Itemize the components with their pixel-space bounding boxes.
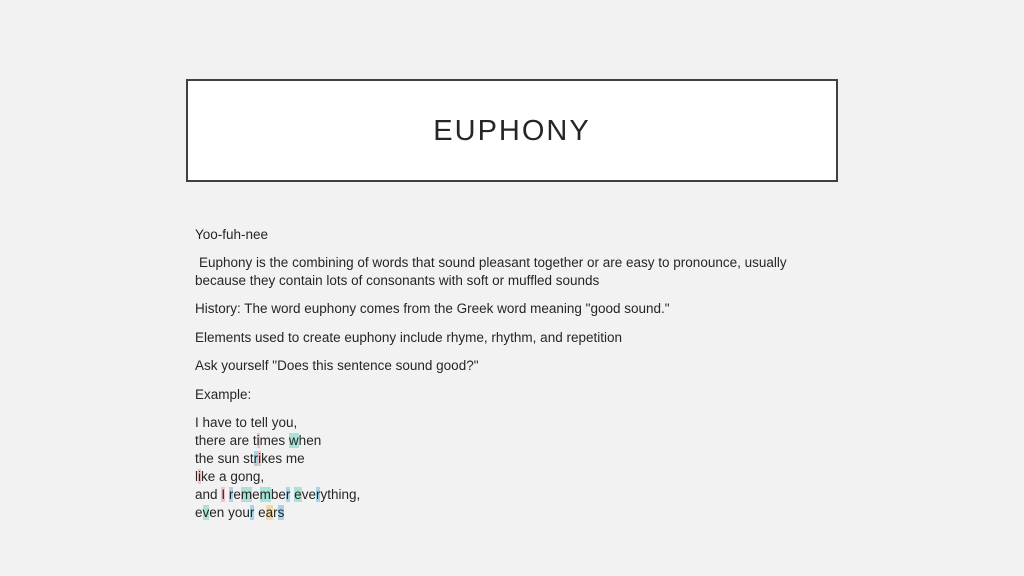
sound-highlight: m <box>259 487 271 502</box>
sound-highlight: e <box>294 487 302 502</box>
poem-line: I have to tell you, <box>195 415 298 430</box>
sound-highlight: r <box>315 487 321 502</box>
slide-title: EUPHONY <box>433 115 591 147</box>
sound-highlight: r <box>253 451 259 466</box>
sound-highlight: w <box>288 433 299 448</box>
sound-highlight: I <box>221 487 226 502</box>
poem-line: even your ears <box>195 505 285 520</box>
sound-highlight: m <box>240 487 253 502</box>
sound-highlight: s <box>277 505 285 520</box>
sound-highlight: i <box>198 469 201 484</box>
definition-line-2: because they contain lots of consonants with soft or muffled sounds <box>195 273 600 288</box>
example-label: Example: <box>195 386 252 402</box>
definition-line-1: Euphony is the combining of words that sound pleasant together or are easy to pronounce, usually <box>199 255 787 270</box>
pronunciation-text: Yoo-fuh-nee <box>195 227 269 242</box>
slide-body <box>195 226 815 522</box>
sound-highlight: r <box>249 505 255 520</box>
ask-yourself-text: Ask yourself "Does this sentence sound good?" <box>195 358 479 373</box>
poem-line: the sun strikes me <box>195 451 305 466</box>
history-text: History: The word euphony comes from the Greek word meaning "good sound." <box>195 301 670 316</box>
sound-highlight: v <box>202 505 210 520</box>
poem-line: there are times when <box>195 433 322 448</box>
poem-line: like a gong, <box>195 469 265 484</box>
sound-highlight: a <box>265 505 274 520</box>
elements-text: Elements used to create euphony include rhyme, rhythm, and repetition <box>195 329 622 345</box>
definition-paragraph <box>195 254 815 290</box>
sound-highlight: i <box>258 451 262 466</box>
title-box <box>186 79 838 182</box>
sound-highlight: r <box>228 487 234 502</box>
example-poem <box>195 414 815 522</box>
poem-line: and I remember everything, <box>195 487 361 502</box>
sound-highlight: r <box>285 487 291 502</box>
sound-highlight: i <box>256 433 260 448</box>
